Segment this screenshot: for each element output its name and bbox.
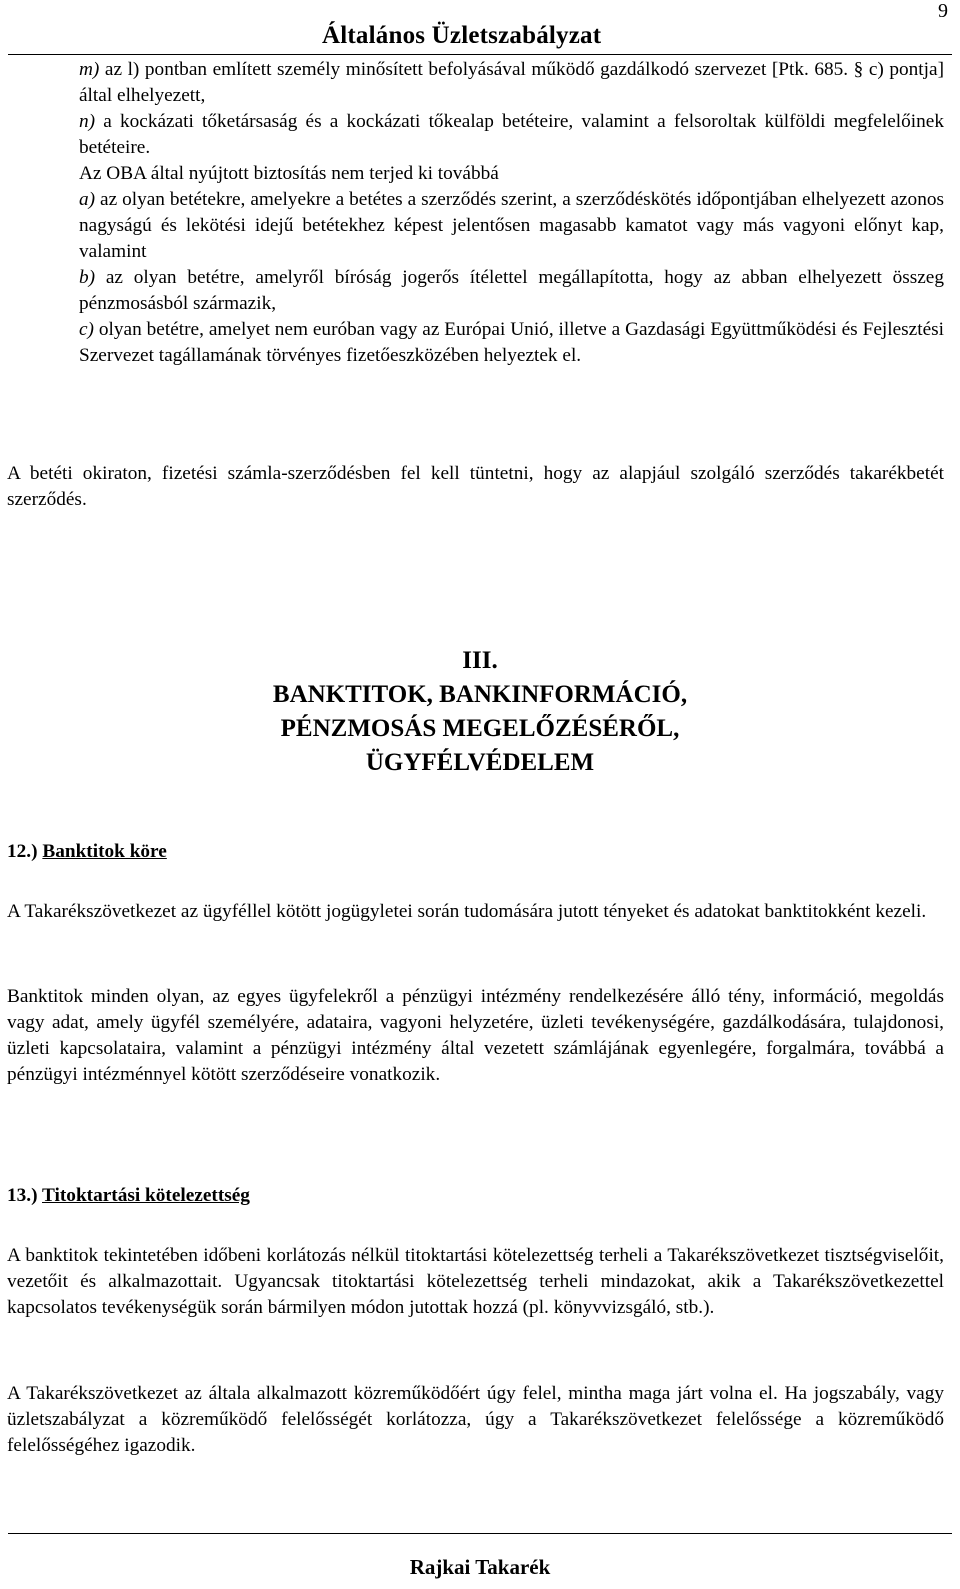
page-number: 9 — [938, 0, 948, 22]
item-n — [79, 109, 944, 161]
section-13-heading — [7, 1185, 250, 1207]
chapter-number: III. — [462, 647, 498, 674]
section-13-title: Titoktartási kötelezettség — [42, 1185, 250, 1206]
section-13-paragraph-1: A banktitok tekintetében időbeni korlátozás nélkül titoktartási kötelezettség terheli a Takarékszövetkezet tisztségviselőit, vezetőit és alkalmazottait. Ugyancsak titoktartási kötelezettség terheli mindazokat, akik a Takarékszövetkezettel kapcsolatos tevékenységük során bármilyen módon jutottak hozzá (pl. könyvvizsgáló, stb.). — [7, 1245, 944, 1318]
item-a-text: az olyan betétekre, amelyekre a betétes a szerződés szerint, a szerződéskötés időpontjában elhelyezett azonos nagyságú és lekötési idejű betétekhez képest jelentősen magasabb kamatot vagy más vagyoni előnyt kap, valamint — [79, 189, 944, 262]
section-12-number: 12.) — [7, 841, 38, 862]
item-n-label: n) — [79, 111, 96, 132]
section-12-paragraph-1: A Takarékszövetkezet az ügyféllel kötött jogügyletei során tudomására jutott tényeket és adatokat banktitokként kezeli. — [7, 901, 927, 922]
item-n-text: a kockázati tőketársaság és a kockázati tőkealap betéteire, valamint a felsoroltak külföldi megfelelőinek betéteire. — [79, 111, 944, 158]
footer-title: Rajkai Takarék — [409, 1555, 551, 1579]
section-12-heading — [7, 841, 167, 863]
footer-rule — [8, 1533, 952, 1534]
item-a — [79, 187, 944, 265]
section-12-title: Banktitok köre — [42, 841, 167, 862]
item-m — [79, 57, 944, 109]
item-m-label: m) — [79, 59, 100, 80]
header-rule — [8, 54, 952, 55]
oba-sentence: Az OBA által nyújtott biztosítás nem terjed ki továbbá — [79, 163, 499, 184]
item-c — [79, 317, 944, 369]
section-12-paragraph-2: Banktitok minden olyan, az egyes ügyfelekről a pénzügyi intézmény rendelkezésére álló tény, információ, megoldás vagy adat, amely ügyfél személyére, adataira, vagyoni helyzetére, üzleti tevékenységére, gazdálkodására, tulajdonosi, üzleti kapcsolataira, valamint a pénzügyi intézmény által vezetett számlájának egyenlegére, forgalmára, továbbá a pénzügyi intézménnyel kötött szerződéseire vonatkozik. — [7, 986, 944, 1085]
item-b-label: b) — [79, 267, 96, 288]
chapter-heading — [0, 644, 960, 780]
betet-paragraph: A betéti okiraton, fizetési számla-szerződésben fel kell tüntetni, hogy az alapjául szolgáló szerződés takarékbetét szerződés. — [7, 463, 944, 510]
item-b-text: az olyan betétre, amelyről bíróság jogerős ítélettel megállapította, hogy az abban elhelyezett összeg pénzmosásból származik, — [79, 267, 944, 314]
item-m-text: az l) pontban említett személy minősített befolyásával működő gazdálkodó szervezet [Ptk. 685. § c) pontja] által elhelyezett, — [79, 59, 944, 106]
header-title: Általános Üzletszabályzat — [322, 22, 602, 49]
chapter-title-line-1: BANKTITOK, BANKINFORMÁCIÓ, — [272, 681, 688, 708]
item-b — [79, 265, 944, 317]
chapter-title-line-3: ÜGYFÉLVÉDELEM — [365, 749, 595, 776]
section-13-paragraph-2: A Takarékszövetkezet az általa alkalmazott közreműködőért úgy felel, mintha maga járt volna el. Ha jogszabály, vagy üzletszabályzat a közreműködő felelősségét korlátozza, úgy a Takarékszövetkezet felelőssége a közreműködő felelősségéhez igazodik. — [7, 1383, 944, 1456]
item-c-text: olyan betétre, amelyet nem euróban vagy az Európai Unió, illetve a Gazdasági Együttműködési és Fejlesztési Szervezet tagállamának törvényes fizetőeszközében helyeztek el. — [79, 319, 944, 366]
section-13-number: 13.) — [7, 1185, 38, 1206]
chapter-title-line-2: PÉNZMOSÁS MEGELŐZÉSÉRŐL, — [280, 715, 680, 742]
intro-block — [79, 57, 944, 369]
item-c-label: c) — [79, 319, 94, 340]
item-a-label: a) — [79, 189, 96, 210]
